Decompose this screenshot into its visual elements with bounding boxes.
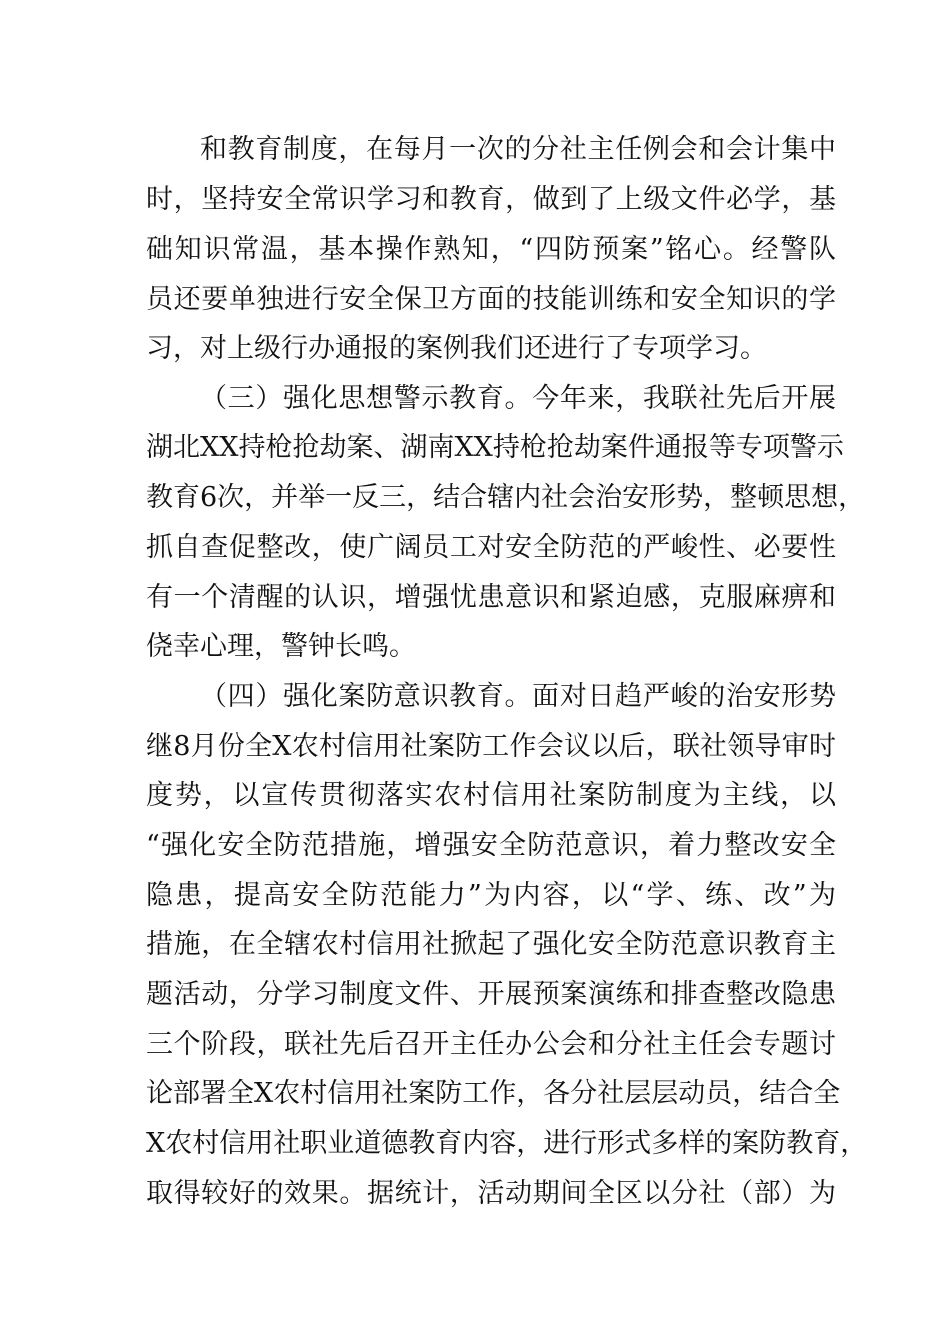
section-heading-3-line: （三）强化思想警示教育。今年来，我联社先后开展: [200, 383, 836, 414]
text-line-8: 教育6次，并举一反三，结合辖内社会治安形势，整顿思想，: [146, 482, 866, 513]
text-line-5: 习，对上级行办通报的案例我们还进行了专项学习。: [146, 333, 767, 364]
text-line-17: 措施，在全辖农村信用社掀起了强化安全防范意识教育主: [146, 929, 836, 960]
text-line-7: 湖北XX持枪抢劫案、湖南XX持枪抢劫案件通报等专项警示: [146, 432, 844, 463]
text-line-4: 员还要单独进行安全保卫方面的技能训练和安全知识的学: [146, 284, 836, 315]
text-line-18: 题活动，分学习制度文件、开展预案演练和排查整改隐患: [146, 979, 836, 1010]
text-line-13: 继8月份全X农村信用社案防工作会议以后，联社领导审时: [146, 731, 836, 762]
text-line-15: “强化安全防范措施，增强安全防范意识，着力整改安全: [146, 830, 836, 861]
text-line-10: 有一个清醒的认识，增强忧患意识和紧迫感，克服麻痹和: [146, 582, 836, 613]
text-line-9: 抓自查促整改，使广阔员工对安全防范的严峻性、必要性: [146, 532, 836, 563]
text-line-21: X农村信用社职业道德教育内容，进行形式多样的案防教育，: [146, 1128, 868, 1159]
text-line-20: 论部署全X农村信用社案防工作，各分社层层动员，结合全: [146, 1078, 841, 1109]
text-line-2: 时，坚持安全常识学习和教育，做到了上级文件必学，基: [146, 184, 836, 215]
text-line-3: 础知识常温，基本操作熟知，“四防预案”铭心。经警队: [146, 234, 836, 265]
text-line-1: 和教育制度，在每月一次的分社主任例会和会计集中: [200, 134, 836, 165]
text-line-16: 隐患，提高安全防范能力”为内容，以“学、练、改”为: [146, 880, 836, 911]
text-line-19: 三个阶段，联社先后召开主任办公会和分社主任会专题讨: [146, 1029, 836, 1060]
text-line-11: 侥幸心理，警钟长鸣。: [146, 631, 416, 662]
text-line-14: 度势，以宣传贯彻落实农村信用社案防制度为主线，以: [146, 780, 836, 811]
section-heading-4-line: （四）强化案防意识教育。面对日趋严峻的治安形势: [200, 681, 836, 712]
text-line-22: 取得较好的效果。据统计，活动期间全区以分社（部）为: [146, 1178, 836, 1209]
